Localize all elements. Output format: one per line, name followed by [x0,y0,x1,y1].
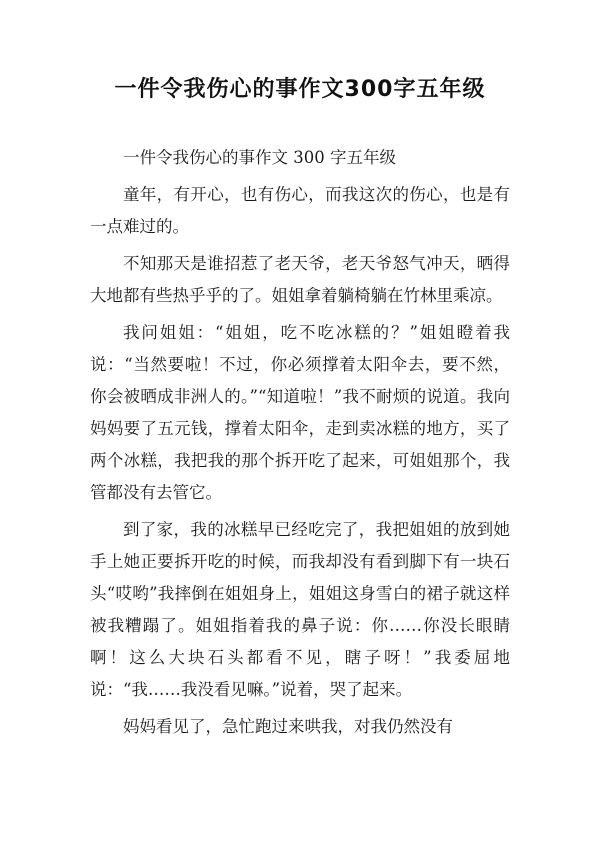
paragraph: 不知那天是谁招惹了老天爷，老天爷怒气冲天，晒得大地都有些热乎乎的了。姐姐拿着躺椅躺在竹林里乘凉。 [90,254,510,305]
document-title: 一件令我伤心的事作文300字五年级 [114,77,486,102]
paragraph: 我问姐姐：“姐姐，吃不吃冰糕的？”姐姐瞪着我说：“当然要啦！不过，你必须撑着太阳伞去，要不然，你会被晒成非洲人的。”“知道啦！”我不耐烦的说道。我向妈妈要了五元钱，撑着太阳伞，走到卖冰糕的地方，买了两个冰糕，我把我的那个拆开吃了起来，可姐姐那个，我管都没有去管它。 [90,323,510,502]
paragraph: 一件令我伤心的事作文 300 字五年级 [123,148,396,167]
paragraph: 妈妈看见了，急忙跑过来哄我，对我仍然没有 [123,717,453,736]
document-body [90,142,510,748]
paragraph: 到了家，我的冰糕早已经吃完了，我把姐姐的放到她手上她正要拆开吃的时候，而我却没有看到脚下有一块石头“哎哟”我摔倒在姐姐身上，姐姐这身雪白的裙子就这样被我糟蹋了。姐姐指着我的鼻子说：你……你没长眼睛啊！这么大块石头都看不见，瞎子呀！”我委屈地说：“我……我没看见嘛。”说着，哭了起来。 [90,520,510,699]
paragraph: 童年，有开心，也有伤心，而我这次的伤心，也是有一点难过的。 [90,185,510,236]
